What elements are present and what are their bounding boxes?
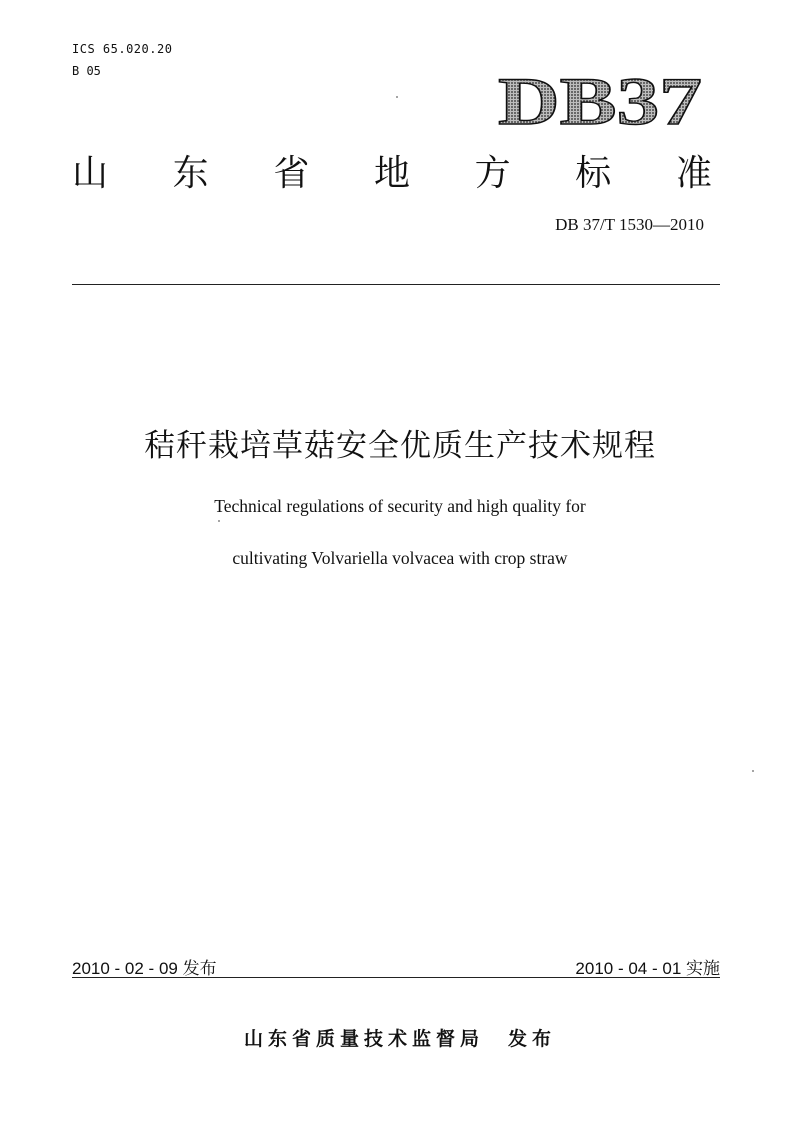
chinese-title: 秸秆栽培草菇安全优质生产技术规程 bbox=[144, 428, 656, 464]
standard-type-char: 方 bbox=[474, 153, 511, 194]
issuing-authority bbox=[0, 1024, 800, 1051]
standard-type-char: 省 bbox=[273, 153, 310, 194]
scan-speck bbox=[218, 520, 220, 522]
standard-type-char: 地 bbox=[373, 153, 410, 194]
scan-speck bbox=[396, 96, 398, 98]
db37-logo bbox=[496, 70, 706, 132]
top-divider bbox=[72, 284, 720, 285]
issuer-action: 发布 bbox=[508, 1028, 557, 1050]
english-title-line-1: Technical regulations of security and high quality for bbox=[214, 496, 586, 516]
scan-speck bbox=[752, 770, 754, 772]
db37-logo-graphic bbox=[496, 70, 706, 132]
standard-type-char: 山 bbox=[72, 153, 109, 194]
standard-type-char: 准 bbox=[675, 153, 712, 194]
english-title-line-2: cultivating Volvariella volvacea with crop straw bbox=[232, 548, 568, 568]
standard-type-char: 标 bbox=[575, 153, 612, 194]
ccs-code: B 05 bbox=[72, 64, 101, 78]
bottom-divider bbox=[72, 977, 720, 978]
issue-date: 2010 - 02 - 09 发布 bbox=[72, 959, 217, 978]
standard-type-heading bbox=[72, 150, 712, 198]
implementation-date: 2010 - 04 - 01 实施 bbox=[575, 959, 720, 978]
standard-number: DB 37/T 1530—2010 bbox=[555, 215, 704, 234]
svg-text:DB37: DB37 bbox=[498, 70, 702, 132]
ics-code: ICS 65.020.20 bbox=[72, 42, 173, 56]
standard-type-char: 东 bbox=[172, 153, 209, 194]
issuer-name: 山东省质量技术监督局 bbox=[243, 1028, 484, 1050]
